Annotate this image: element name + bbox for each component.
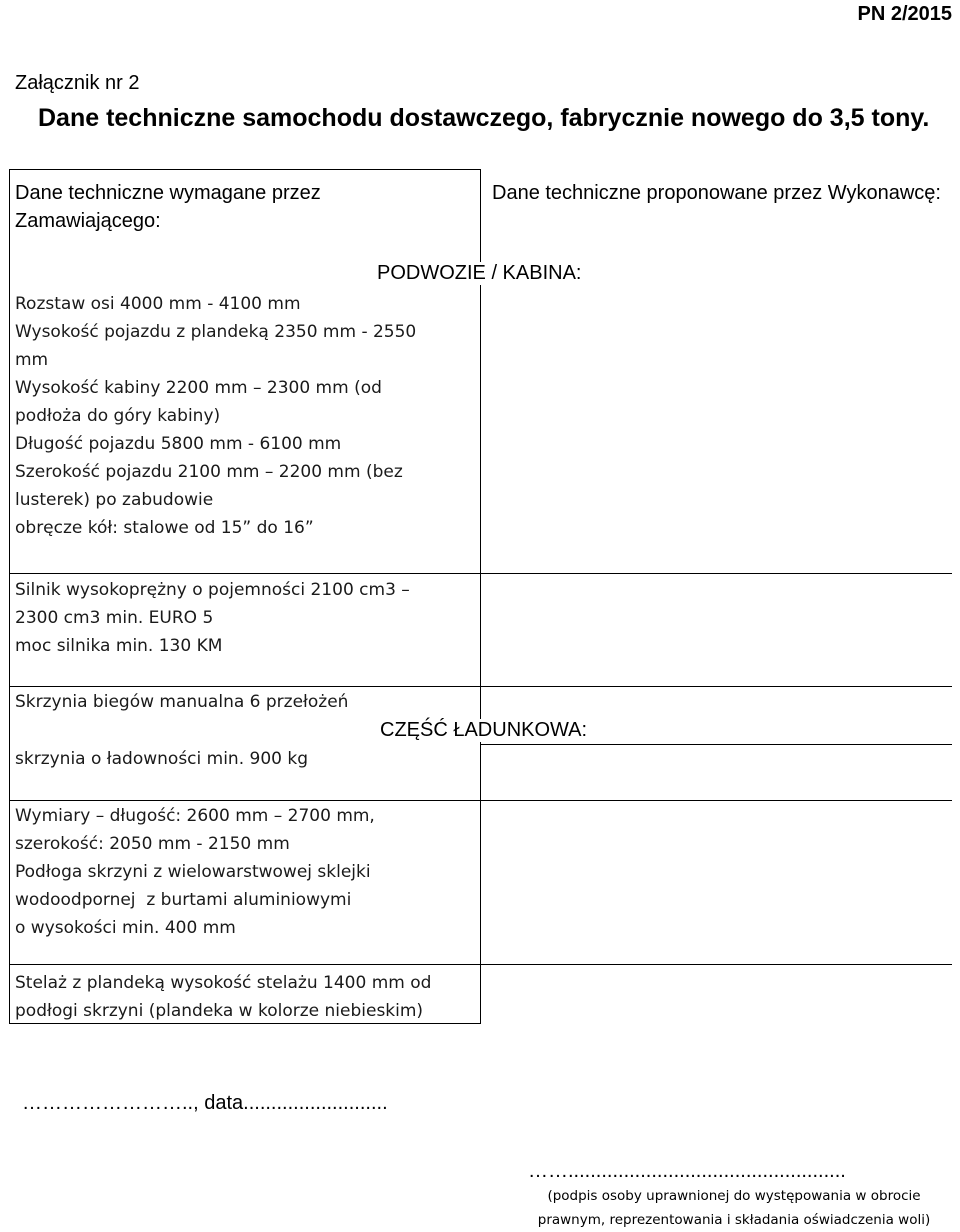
annex-label: Załącznik nr 2 [15, 72, 140, 94]
spec-block-gearbox [15, 688, 470, 716]
row-divider [10, 964, 952, 965]
spec-block-canopy [15, 969, 470, 1025]
spec-line: Silnik wysokoprężny o pojemności 2100 cm3 – [15, 580, 410, 600]
spec-line: lusterek) po zabudowie [15, 490, 214, 510]
signature-caption-line: (podpis osoby uprawnionej do występowania w obrocie [547, 1188, 921, 1204]
row-divider [480, 573, 952, 574]
spec-block-cargo-capacity [15, 745, 470, 773]
spec-line: Rozstaw osi 4000 mm - 4100 mm [15, 294, 301, 314]
spec-line: Stelaż z plandeką wysokość stelażu 1400 mm od [15, 973, 432, 993]
spec-line: 2300 cm3 min. EURO 5 [15, 608, 214, 628]
spec-block-cargo-dimensions [15, 802, 470, 942]
spec-line: mm [15, 350, 49, 370]
spec-line: Długość pojazdu 5800 mm - 6100 mm [15, 434, 342, 454]
spec-block-chassis-dimensions [15, 290, 470, 542]
right-column-header: Dane techniczne proponowane przez Wykonawcę: [492, 182, 941, 204]
spec-line: podłogi skrzyni (plandeka w kolorze niebieskim) [15, 1001, 424, 1021]
document-number: PN 2/2015 [857, 3, 952, 25]
document-title: Dane techniczne samochodu dostawczego, fabrycznie nowego do 3,5 tony. [38, 104, 930, 132]
row-divider [10, 573, 480, 574]
spec-line: Skrzynia biegów manualna 6 przełożeń [15, 692, 349, 712]
spec-block-engine [15, 576, 470, 660]
spec-line: szerokość: 2050 mm - 2150 mm [15, 834, 290, 854]
spec-line: skrzynia o ładowności min. 900 kg [15, 749, 309, 769]
row-divider [480, 744, 952, 745]
spec-line: Wymiary – długość: 2600 mm – 2700 mm, [15, 806, 375, 826]
table-column-divider [480, 169, 481, 1024]
left-column-header: Dane techniczne wymagane przez Zamawiającego: [15, 182, 321, 232]
spec-line: podłoża do góry kabiny) [15, 406, 221, 426]
spec-line: moc silnika min. 130 KM [15, 636, 223, 656]
spec-line: Podłoga skrzyni z wielowarstwowej sklejki [15, 862, 371, 882]
section-heading-cargo: CZĘŚĆ ŁADUNKOWA: [380, 719, 588, 741]
signature-caption [524, 1184, 944, 1232]
spec-line: Wysokość pojazdu z plandeką 2350 mm - 2550 [15, 322, 417, 342]
signature-date-line: …………………….., data.......................... [22, 1092, 388, 1114]
row-divider [10, 800, 952, 801]
spec-line: o wysokości min. 400 mm [15, 918, 236, 938]
signature-dots: …….................................................. [528, 1160, 846, 1182]
spec-line: obręcze kół: stalowe od 15” do 16” [15, 518, 314, 538]
spec-line: Wysokość kabiny 2200 mm – 2300 mm (od [15, 378, 382, 398]
spec-line: Szerokość pojazdu 2100 mm – 2200 mm (bez [15, 462, 403, 482]
spec-line: wodoodpornej z burtami aluminiowymi [15, 890, 352, 910]
signature-caption-line: prawnym, reprezentowania i składania oświadczenia woli) [537, 1212, 931, 1228]
row-divider [10, 686, 952, 687]
section-heading-chassis: PODWOZIE / KABINA: [377, 262, 582, 284]
